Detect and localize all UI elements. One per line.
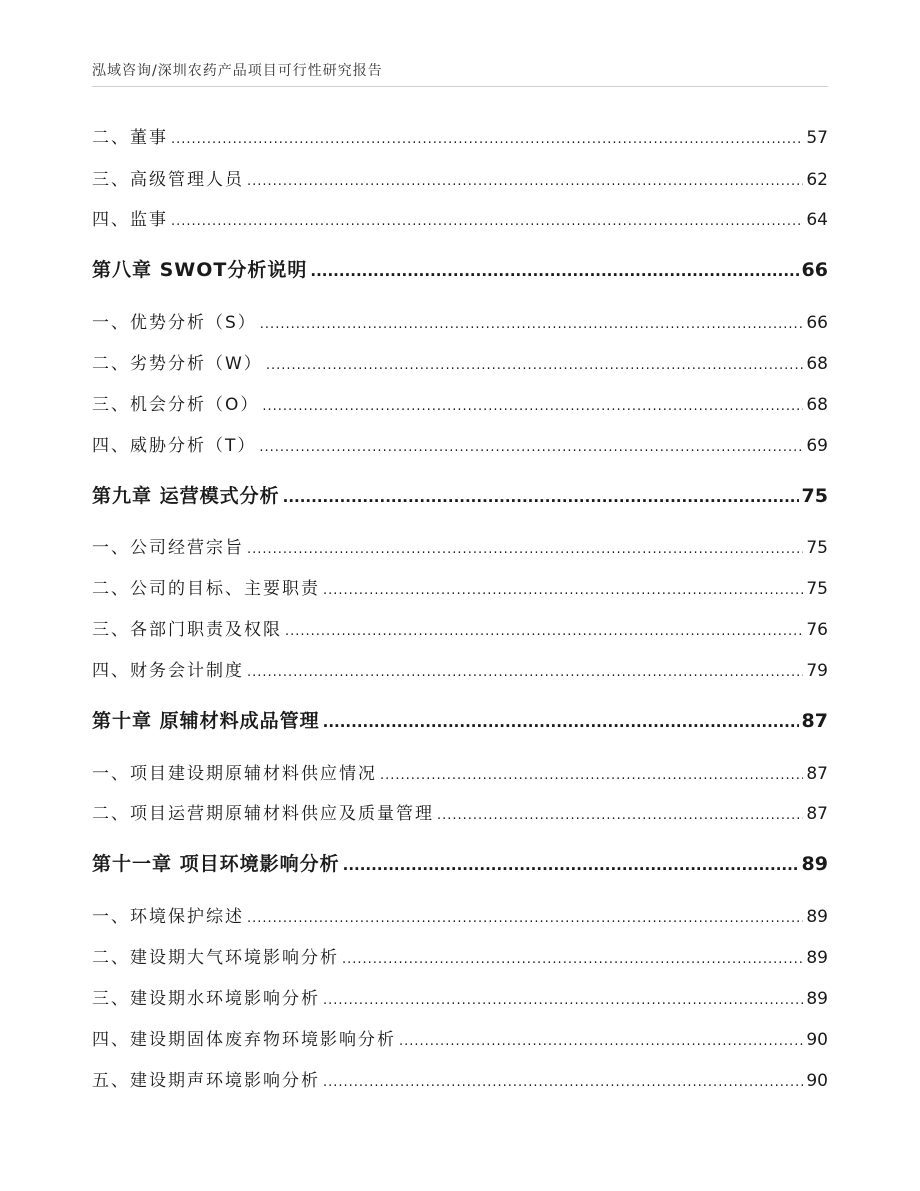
toc-page-number: 75 (806, 579, 828, 599)
toc-entry-number: 四、 (92, 210, 130, 230)
toc-page-number: 64 (806, 210, 828, 230)
toc-section-entry[interactable] (92, 574, 828, 598)
toc-page-number: 69 (806, 436, 828, 456)
toc-entry-title: 威胁分析（T） (130, 436, 257, 456)
page-header: 泓域咨询/深圳农药产品项目可行性研究报告 (92, 63, 383, 79)
toc-dot-leader (259, 440, 803, 455)
toc-dot-leader (247, 174, 803, 189)
toc-entry-title: 财务会计制度 (130, 661, 244, 681)
toc-section-entry[interactable] (92, 615, 828, 639)
toc-section-entry[interactable] (92, 390, 828, 414)
toc-section-entry[interactable] (92, 902, 828, 926)
toc-entry-number: 二、 (92, 804, 130, 824)
toc-entry-title: 建设期固体废弃物环境影响分析 (130, 1030, 396, 1050)
toc-dot-leader (323, 713, 799, 731)
toc-page-number: 89 (801, 853, 828, 875)
toc-chapter-entry[interactable] (92, 255, 828, 281)
toc-dot-leader (380, 768, 803, 783)
toc-entry-number: 一、 (92, 538, 130, 558)
toc-section-entry[interactable] (92, 759, 828, 783)
toc-dot-leader (285, 624, 803, 639)
toc-entry-number: 三、 (92, 989, 130, 1009)
toc-entry-title: 各部门职责及权限 (130, 620, 282, 640)
toc-dot-leader (247, 542, 803, 557)
toc-dot-leader (171, 214, 803, 229)
toc-entry-number: 四、 (92, 661, 130, 681)
toc-section-entry[interactable] (92, 165, 828, 189)
toc-dot-leader (323, 1075, 803, 1090)
toc-entry-title: 项目运营期原辅材料供应及质量管理 (130, 804, 434, 824)
toc-entry-number: 四、 (92, 436, 130, 456)
toc-page-number: 62 (806, 170, 828, 190)
toc-chapter-entry[interactable] (92, 706, 828, 732)
toc-page-number: 66 (806, 313, 828, 333)
toc-page-number: 89 (806, 989, 828, 1009)
toc-entry-title: 第九章 运营模式分析 (92, 485, 280, 507)
toc-section-entry[interactable] (92, 308, 828, 332)
toc-entry-title: 第八章 SWOT分析说明 (92, 259, 308, 281)
toc-entry-title: 环境保护综述 (130, 907, 244, 927)
toc-section-entry[interactable] (92, 656, 828, 680)
toc-dot-leader (171, 132, 803, 147)
toc-dot-leader (343, 856, 799, 874)
toc-entry-title: 建设期声环境影响分析 (130, 1071, 320, 1091)
toc-chapter-entry[interactable] (92, 849, 828, 875)
toc-chapter-entry[interactable] (92, 481, 828, 507)
toc-entry-title: 劣势分析（W） (130, 354, 263, 374)
toc-section-entry[interactable] (92, 533, 828, 557)
toc-entry-title: 项目建设期原辅材料供应情况 (130, 764, 377, 784)
toc-page-number: 87 (806, 764, 828, 784)
toc-entry-title: 第十一章 项目环境影响分析 (92, 853, 340, 875)
toc-page-number: 66 (801, 259, 828, 281)
toc-page-number: 68 (806, 354, 828, 374)
toc-entry-title: 第十章 原辅材料成品管理 (92, 710, 320, 732)
toc-dot-leader (323, 993, 803, 1008)
toc-dot-leader (437, 808, 803, 823)
toc-dot-leader (266, 358, 804, 373)
toc-entry-number: 五、 (92, 1071, 130, 1091)
toc-page-number: 75 (806, 538, 828, 558)
toc-section-entry[interactable] (92, 943, 828, 967)
toc-dot-leader (262, 399, 803, 414)
toc-entry-title: 公司的目标、主要职责 (130, 579, 320, 599)
toc-entry-number: 一、 (92, 764, 130, 784)
toc-entry-title: 建设期水环境影响分析 (130, 989, 320, 1009)
toc-page-number: 89 (806, 948, 828, 968)
toc-section-entry[interactable] (92, 984, 828, 1008)
toc-page-number: 90 (806, 1071, 828, 1091)
toc-section-entry[interactable] (92, 205, 828, 229)
toc-page-number: 68 (806, 395, 828, 415)
toc-dot-leader (260, 317, 804, 332)
toc-dot-leader (310, 262, 798, 280)
toc-page-number: 87 (801, 710, 828, 732)
toc-entry-number: 二、 (92, 128, 130, 148)
toc-page-number: 79 (806, 661, 828, 681)
toc-dot-leader (283, 488, 799, 506)
toc-entry-title: 优势分析（S） (130, 313, 257, 333)
toc-page-number: 57 (806, 128, 828, 148)
toc-entry-number: 二、 (92, 354, 130, 374)
toc-dot-leader (342, 952, 803, 967)
toc-entry-title: 机会分析（O） (130, 395, 260, 415)
toc-entry-number: 一、 (92, 313, 130, 333)
toc-page-number: 89 (806, 907, 828, 927)
toc-entry-title: 董事 (130, 128, 168, 148)
toc-entry-number: 一、 (92, 907, 130, 927)
toc-entry-number: 二、 (92, 948, 130, 968)
toc-section-entry[interactable] (92, 1066, 828, 1090)
toc-section-entry[interactable] (92, 799, 828, 823)
toc-entry-number: 二、 (92, 579, 130, 599)
toc-dot-leader (323, 583, 803, 598)
toc-page-number: 75 (801, 485, 828, 507)
toc-entry-title: 高级管理人员 (130, 170, 244, 190)
toc-entry-number: 三、 (92, 620, 130, 640)
toc-section-entry[interactable] (92, 123, 828, 147)
toc-dot-leader (247, 665, 803, 680)
toc-section-entry[interactable] (92, 349, 828, 373)
toc-entry-number: 三、 (92, 170, 130, 190)
toc-entry-number: 三、 (92, 395, 130, 415)
toc-page-number: 76 (806, 620, 828, 640)
toc-dot-leader (247, 911, 803, 926)
toc-entry-title: 公司经营宗旨 (130, 538, 244, 558)
toc-entry-number: 四、 (92, 1030, 130, 1050)
header-divider (92, 86, 828, 87)
toc-page-number: 87 (806, 804, 828, 824)
toc-dot-leader (399, 1034, 803, 1049)
toc-page-number: 90 (806, 1030, 828, 1050)
toc-entry-title: 监事 (130, 210, 168, 230)
toc-section-entry[interactable] (92, 431, 828, 455)
toc-entry-title: 建设期大气环境影响分析 (130, 948, 339, 968)
toc-section-entry[interactable] (92, 1025, 828, 1049)
